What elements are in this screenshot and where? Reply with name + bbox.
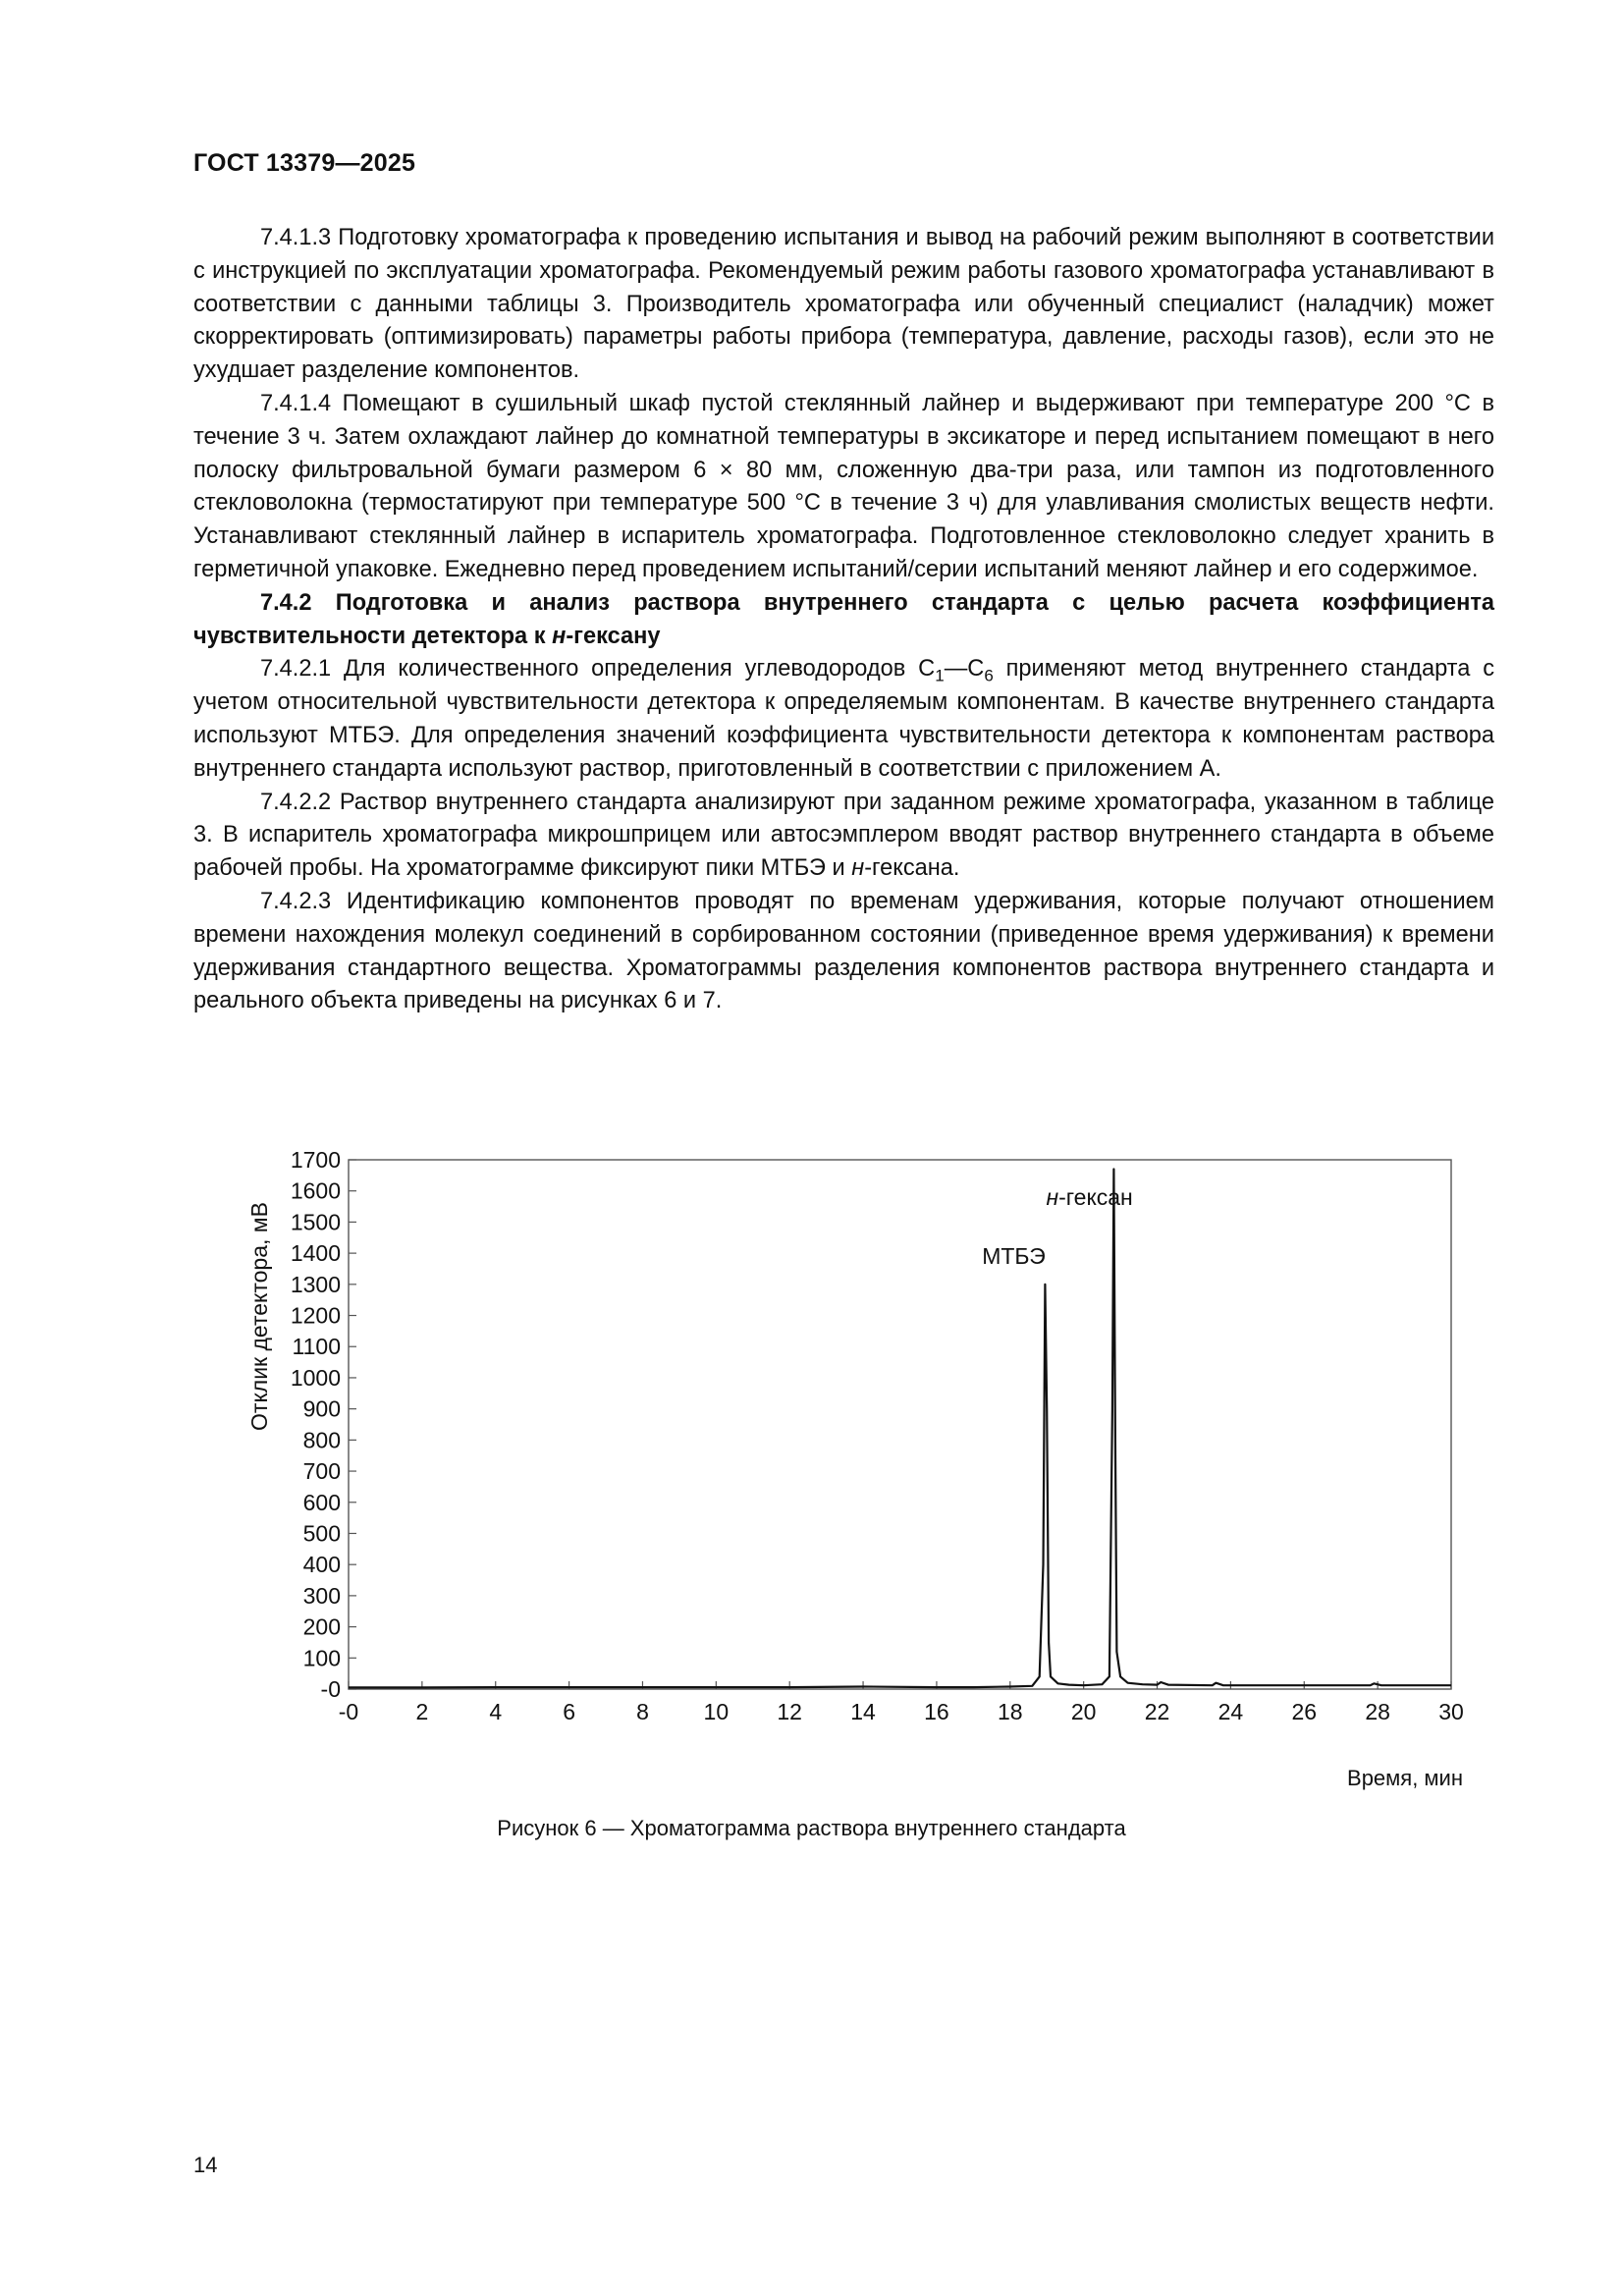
x-tick-label: 26 (1291, 1699, 1318, 1724)
x-tick-label: 18 (998, 1699, 1023, 1724)
x-tick-label: 14 (850, 1699, 876, 1724)
y-tick-label: 200 (302, 1613, 341, 1640)
y-tick-label: 1100 (292, 1334, 341, 1360)
x-tick-label: 8 (636, 1699, 649, 1724)
x-tick-label: 6 (563, 1699, 575, 1724)
page-number: 14 (193, 2153, 218, 2177)
y-tick-label: 300 (302, 1582, 341, 1609)
y-tick-label: 1300 (290, 1271, 341, 1297)
x-tick-label: 12 (777, 1699, 802, 1724)
x-tick-label: 16 (924, 1699, 949, 1724)
plot-frame (349, 1160, 1451, 1689)
peak-label-mtbe: МТБЭ (982, 1242, 1046, 1269)
y-tick-label: 900 (302, 1395, 341, 1422)
document-code: ГОСТ 13379—2025 (193, 149, 416, 177)
chart-axes (349, 1160, 1451, 1689)
y-tick-label: 100 (302, 1645, 341, 1671)
y-tick-label: 1700 (290, 1147, 341, 1173)
x-tick-label: 10 (703, 1699, 730, 1724)
y-tick-label: 600 (302, 1489, 341, 1515)
y-axis-label: Отклик детектора, мВ (246, 1202, 272, 1431)
peak-label-hexane: н-гексан (1046, 1184, 1133, 1211)
x-tick-label: 24 (1217, 1699, 1244, 1724)
y-tick-label: -0 (320, 1676, 341, 1702)
y-tick-label: 400 (302, 1552, 341, 1578)
y-tick-label: 1600 (290, 1177, 341, 1204)
y-tick-label: 800 (302, 1427, 341, 1453)
paragraph-7-4-2-heading: 7.4.2 Подготовка и анализ раствора внутреннего стандарта с целью расчета коэффициента чувствительности детектора к н-гексану (193, 589, 1494, 649)
x-tick-label: 28 (1365, 1699, 1390, 1724)
y-tick-label: 1200 (290, 1302, 341, 1329)
y-tick-label: 1400 (290, 1240, 341, 1267)
x-tick-label: 20 (1070, 1699, 1097, 1724)
paragraph-7-4-1-3: 7.4.1.3 Подготовку хроматографа к проведению испытания и вывод на рабочий режим выполняют в соответствии с инструкцией по эксплуатации хроматографа. Рекомендуемый режим работы газового хроматографа устанавливают в соответствии с данными таблицы 3. Производитель хроматографа или обученный специалист (наладчик) может скорректировать (оптимизировать) параметры работы прибора (температура, давление, расходы газов), если это не ухудшает разделение компонентов. (193, 225, 1494, 384)
x-tick-label: 22 (1144, 1699, 1170, 1724)
y-axis-ticks (291, 1147, 356, 1702)
x-tick-label: -0 (338, 1699, 359, 1724)
series-line (349, 1170, 1451, 1688)
x-tick-label: 4 (489, 1699, 503, 1724)
paragraph-7-4-1-4: 7.4.1.4 Помещают в сушильный шкаф пустой стеклянный лайнер и выдерживают при температуре 200 °С в течение 3 ч. Затем охлаждают лайнер до комнатной температуры в эксикаторе и перед испытанием помещают в него полоску фильтровальной бумаги размером 6 × 80 мм, сложенную два-три раза, или тампон из подготовленного стекловолокна (термостатируют при температуре 500 °С в течение 3 ч) для улавливания смолистых веществ нефти. Устанавливают стеклянный лайнер в испаритель хроматографа. Подготовленное стекловолокно следует хранить в герметичной упаковке. Ежедневно перед проведением испытаний/серии испытаний меняют лайнер и его содержимое. (193, 390, 1494, 582)
figure-caption: Рисунок 6 — Хроматограмма раствора внутреннего стандарта (497, 1816, 1126, 1840)
y-tick-label: 500 (302, 1520, 341, 1547)
y-tick-label: 1500 (290, 1209, 341, 1235)
paragraph-7-4-2-2: 7.4.2.2 Раствор внутреннего стандарта анализируют при заданном режиме хроматографа, указанном в таблице 3. В испаритель хроматографа микрошприцем или автосэмплером вводят раствор внутреннего стандарта в объеме рабочей пробы. На хроматограмме фиксируют пики МТБЭ и н-гексана. (193, 789, 1494, 882)
x-tick-label: 30 (1438, 1699, 1464, 1724)
x-axis-label: Время, мин (1347, 1766, 1463, 1790)
y-tick-label: 1000 (290, 1364, 341, 1391)
paragraph-7-4-2-1: 7.4.2.1 Для количественного определения углеводородов $С_1—С_6$ применяют метод внутреннего стандарта с учетом относительной чувствительности детектора к определяемым компонентам. В качестве внутреннего стандарта используют МТБЭ. Для определения значений коэффициента чувствительности детектора к компонентам раствора внутреннего стандарта используют раствор, приготовленный в соответствии с приложением А. (193, 656, 1494, 782)
x-tick-label: 2 (415, 1699, 429, 1724)
paragraph-7-4-2-3: 7.4.2.3 Идентификацию компонентов проводят по временам удерживания, которые получают отношением времени нахождения молекул соединений в сорбированном состоянии (приведенное время удерживания) к времени удерживания стандартного вещества. Хроматограммы разделения компонентов раствора внутреннего стандарта и реального объекта приведены на рисунках 6 и 7. (193, 888, 1494, 1014)
y-tick-label: 700 (302, 1458, 341, 1485)
